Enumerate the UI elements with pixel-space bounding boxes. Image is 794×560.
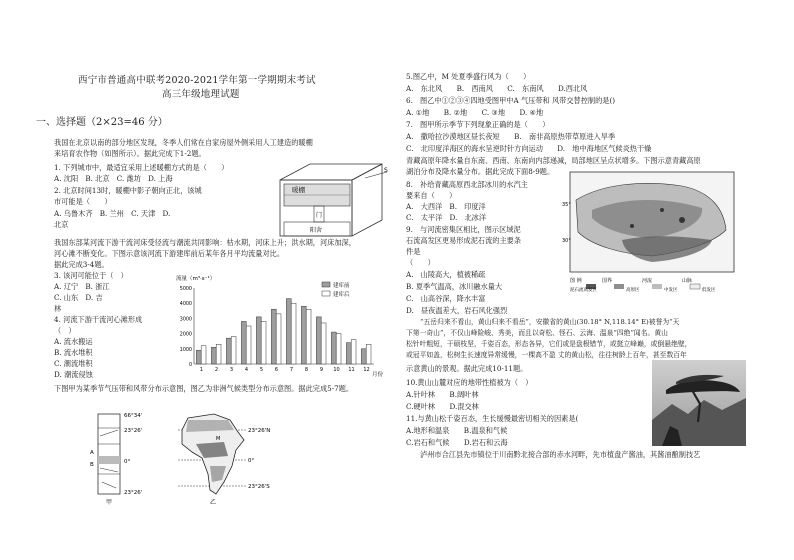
chart-y-tick-label: 1000: [179, 347, 192, 353]
passage-5-line-4: 或冠平如盖，松树生长速度异常缓慢，一棵高不盈 丈的黄山松，往往树龄上百年，甚至数百年: [406, 351, 687, 359]
chart-x-tick-label: 9: [319, 367, 324, 373]
passage-1-line-1: 我国在北京以南的部分地区发现，冬季人们常在自家房屋外侧采用人工建造的暖棚: [54, 138, 313, 147]
question-7-options-ab: A. 撒哈拉沙漠地区昼长夜短 B. 南非高原热带草原进入旱季: [406, 132, 616, 141]
question-2-option-d: 北京: [54, 220, 69, 229]
chart-y-tick-label: 5000: [179, 287, 192, 292]
question-4-option-b: B. 流水堆积: [54, 348, 93, 357]
chart-x-tick-label: 1: [199, 367, 204, 373]
chart-legend-label: 建库前: [333, 283, 350, 289]
question-9-option-d: D. 昼夜温差大，岩石风化强烈: [406, 306, 508, 315]
question-11-options-ab: A.地形和温泉 B.温泉和气候: [406, 426, 508, 435]
chart-bar: [361, 349, 366, 364]
chart-bar: [261, 321, 266, 364]
question-1-options: A. 沈阳 B. 北京 C. 潍坊 D. 上海: [54, 174, 173, 183]
question-11: 11.与黄山松千姿百态，生长缓慢最密切相关的因素是(: [406, 414, 579, 423]
question-10: 10.黄山山麓对应的地带性植被为（ ）: [406, 378, 533, 387]
question-3-option-d-wrap: 林: [54, 304, 62, 313]
chart-y-tick-label: 0: [188, 363, 192, 368]
chart-y-tick-label: 4000: [179, 302, 192, 308]
chart-x-tick-label: 8: [304, 367, 309, 373]
chart-bar: [241, 321, 246, 364]
question-9-option-b: B. 夏季气温高，冰川融水量大: [406, 282, 503, 291]
passage-2-line-2: 河心滩不断变化。下图示意该河流下游建库前后某年各月平均流量对比。: [54, 249, 285, 258]
figure-yi-caption: 乙: [210, 499, 217, 506]
chart-legend-swatch: [322, 291, 330, 296]
chart-bar: [211, 347, 216, 364]
question-2-options: A. 乌鲁木齐 B. 兰州 C. 天津 D.: [54, 209, 171, 218]
tibet-legend-debris: 泥石流高发区: [570, 288, 597, 292]
passage-5-line-3: 松针叶粗短，干硕枝坚，千姿百态，形态各异，它们或是盘根错节，或挺立峰巅，或倒悬绝壁，: [406, 340, 692, 348]
greenhouse-diagram: [270, 158, 392, 240]
question-9-line-2: 石流高发区更易形成泥石流的主要条: [406, 236, 522, 245]
question-4-line-2: （ ）: [54, 326, 76, 335]
chart-y-tick-label: 2000: [179, 332, 192, 338]
chart-bar: [336, 334, 341, 364]
pressure-belt-diagram: [86, 408, 166, 506]
chart-bar: [286, 299, 291, 364]
huangshan-pine-photo: [652, 360, 746, 446]
passage-5-line-5: 示意黄山的景观。据此完成10-11题。: [406, 364, 528, 373]
passage-2-line-3: 据此完成3-4题。: [54, 260, 109, 269]
exam-subtitle: 高三年级地理试题: [162, 89, 240, 100]
chart-x-tick-label: 7: [289, 367, 294, 373]
passage-6: 泸州市合江县先市镇位于川南黔北接合部的赤水河畔，先市植盘产酱油，其酱油酿制技艺: [420, 450, 701, 459]
question-8-options-cd: C. 太平洋 D. 北冰洋: [406, 213, 487, 222]
chart-x-tick-label: 5: [259, 367, 264, 373]
chart-x-tick-label: 10: [333, 367, 340, 373]
chart-legend-swatch: [322, 282, 330, 287]
tibet-legend-border: 国界: [602, 278, 613, 284]
question-5: 5.图乙中，M 处夏季盛行风为（ ）: [406, 72, 531, 81]
chart-bar: [301, 306, 306, 364]
chart-x-tick-label: 2: [214, 367, 219, 373]
tibet-legend-high: 高原区: [626, 288, 640, 292]
question-8-line-1: 8. 补给青藏高原西北部冰川的水汽主: [406, 180, 528, 189]
question-3: 3. 该河可能位于（ ）: [54, 271, 128, 280]
africa-lat-0-label: 0°: [248, 458, 255, 464]
tibet-legend: [570, 277, 716, 292]
greenhouse-door-label: 门: [316, 212, 323, 219]
africa-lat-n-label: 23°26'N: [248, 428, 271, 434]
chart-bar: [256, 317, 261, 364]
question-10-options-cd: C.硬叶林 D.混交林: [406, 402, 479, 411]
chart-bar: [276, 314, 281, 364]
exam-title: 西宁市普通高中联考2020-2021学年第一学期期末考试: [78, 75, 316, 86]
question-1: 1. 下列城市中，最适宜采用上述暖棚方式的是（ ）: [54, 163, 229, 172]
chart-x-tick-label: 6: [274, 367, 279, 373]
chart-bar: [231, 337, 236, 364]
chart-bar: [331, 332, 336, 364]
tibet-legend-river: 河流: [642, 278, 653, 284]
label-a: A: [90, 450, 94, 456]
chart-title: 流量（m³·s⁻¹）: [176, 276, 216, 282]
lat-0-label: 0°: [124, 459, 131, 465]
chart-xlabel: 月份: [372, 372, 384, 378]
passage-4-line-2: 湖泊分布及降水量分布。据此完成下面8-9题。: [406, 167, 555, 176]
chart-bars: [196, 299, 371, 364]
chart-y-tick-label: 3000: [179, 317, 192, 323]
chart-x-tick-label: 3: [229, 367, 234, 373]
passage-4-line-1: 青藏高原年降水量自东南、西南、东南向内部递减，局部地区呈点状增多。下图示意青藏高原: [406, 156, 701, 165]
question-6: 6. 图乙中①②③④四地受图甲中A 气压带和 风带交替控制的是(): [406, 96, 616, 105]
question-4-option-c: C. 潮流堆积: [54, 359, 93, 368]
question-8-options-ab: A. 大西洋 B. 印度洋: [406, 202, 486, 211]
question-2-line-2: 市可能是（ ）: [54, 197, 112, 206]
question-6-options: A. ①地 B. ②地 C. ③地 D. ④地: [406, 108, 544, 117]
question-5-options: A. 东北风 B. 西南风 C. 东南风 D.西北风: [406, 84, 588, 93]
passage-3: 下图甲为某季节气压带和风带分布示意图，图乙为非洲气候类型分布示意图。据此完成5-7题。: [54, 384, 354, 393]
greenhouse-direction-label: S: [384, 167, 388, 174]
chart-bar: [366, 344, 371, 364]
question-2-line-1: 2. 北京时间13时，暖棚中影子朝向正北，该城: [54, 186, 202, 195]
passage-2-line-1: 我国东部某河流下游干流河床受径流与潮流共同影响：枯水期，河床上升；洪水期，河床加深，: [54, 238, 356, 247]
chart-legend: [322, 281, 350, 298]
question-9-line-4: （ ）: [406, 258, 435, 267]
section-heading: 一、选择题（2×23=46 分）: [36, 117, 168, 128]
question-4-option-d: D. 潮流侵蚀: [54, 370, 93, 379]
chart-x-tick-label: 4: [244, 367, 249, 373]
tibet-legend-title: 图 例: [570, 278, 582, 284]
label-m: M: [216, 436, 221, 442]
question-3-options-ab: A. 辽宁 B. 浙江: [54, 282, 110, 291]
lat-23s-label: 23°26': [124, 490, 143, 496]
chart-x-tick-label: 12: [363, 367, 370, 373]
question-7-options-cd: C. 北印度洋海区的海水呈逆时针方向运动 D. 地中海地区气候炎热干燥: [406, 144, 652, 153]
passage-5-line-2: 下第一奇山”，不仅山峰险峻、秀美，而且以奇松、怪石、云海、温泉“四绝”闻名。黄山: [406, 329, 668, 337]
tibet-legend-swatch-mid: [652, 284, 662, 289]
question-9-option-c: C. 山高谷深，降水丰富: [406, 294, 486, 303]
question-7: 7. 图甲所示季节下列现象正确的是（ ）: [406, 120, 550, 129]
chart-bar: [196, 350, 201, 364]
greenhouse-shed-label: 暖棚: [292, 186, 305, 194]
lat-23n-label: 23°26': [124, 428, 143, 434]
tibet-plateau-map: [562, 170, 738, 292]
question-9-line-3: 件是: [406, 247, 421, 256]
africa-lat-s-label: 23°26'S: [248, 484, 270, 490]
chart-bar: [306, 309, 311, 364]
chart-bar: [216, 344, 221, 364]
tibet-legend-mountain: 山脉: [682, 278, 693, 284]
greenhouse-house-label: 阳舍: [310, 227, 323, 234]
chart-legend-label: 建库后: [333, 292, 350, 298]
chart-bar: [291, 303, 296, 364]
chart-bar: [246, 326, 251, 364]
lat-66-label: 66°34': [124, 413, 143, 419]
chart-bar: [316, 317, 321, 364]
tibet-legend-low: 低发区: [702, 288, 716, 292]
chart-x-tick-label: 11: [348, 367, 355, 373]
tibet-legend-swatch-low: [690, 284, 700, 289]
chart-bar: [271, 309, 276, 364]
chart-bar: [226, 338, 231, 364]
africa-climate-map: [176, 410, 280, 506]
tibet-lat-30-label: 30°: [562, 238, 571, 244]
question-9-option-a: A. 山陵高大，植被稀疏: [406, 270, 486, 279]
tibet-legend-mid: 中发区: [664, 288, 678, 292]
question-11-options-cd: C.岩石和气候 D.岩石和云海: [406, 438, 508, 447]
figure-jia-caption: 甲: [106, 499, 113, 506]
tibet-lat-35-label: 35°: [562, 202, 571, 208]
river-flow-chart: [172, 272, 394, 380]
question-4-option-a: A. 流水搬运: [54, 337, 93, 346]
question-9-line-1: 9. 与河流密集区相比，图示区域泥: [406, 225, 521, 234]
question-3-options-cd: C. 山东 D. 吉: [54, 293, 103, 302]
label-b: B: [90, 462, 94, 468]
chart-bar: [346, 343, 351, 364]
tibet-legend-swatch-high: [614, 284, 624, 289]
chart-bar: [351, 340, 356, 364]
passage-5-line-1: “五岳归来不看山，黄山归来不看岳”，安徽省的黄山(30.18° N,118.14° E)被誉为“天: [420, 318, 680, 326]
question-10-options-ab: A.针叶林 B.阔叶林: [406, 390, 479, 399]
question-8-line-2: 要来自（ ）: [406, 191, 457, 200]
passage-1-line-2: 来培育农作物（如图所示）。据此完成下1-2题。: [54, 149, 206, 158]
chart-bar: [321, 323, 326, 364]
question-4-line-1: 4. 河流下游干流河心滩形成: [54, 315, 143, 324]
chart-bar: [201, 346, 206, 364]
